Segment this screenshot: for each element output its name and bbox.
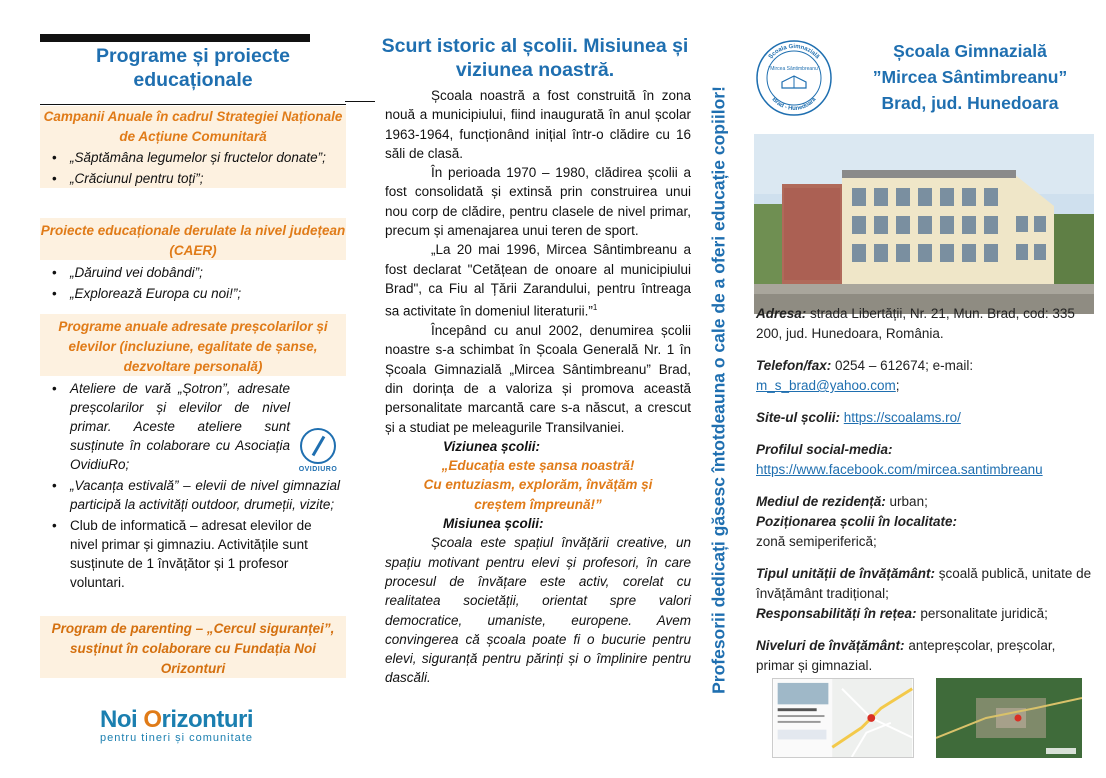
unit-type-label: Tipul unității de învățământ: xyxy=(756,566,936,581)
pencil-icon xyxy=(300,428,336,464)
school-name-line: ”Mircea Sântimbreanu” xyxy=(872,67,1068,87)
list-item: • „Explorează Europa cu noi!”; xyxy=(40,284,346,303)
levels-block xyxy=(756,636,1092,676)
seal-bottom-text: Brad - Hunedoara xyxy=(770,96,818,113)
responsibility-value: personalitate juridică; xyxy=(920,606,1048,621)
unit-type-value: școală publică, unitate de învățământ tradițional; xyxy=(756,566,1092,601)
school-name-line: Școala Gimnazială xyxy=(893,41,1047,61)
contact-block xyxy=(756,356,1092,396)
ovidiuro-logo xyxy=(296,428,340,478)
phone-value: 0254 – 612674; e-mail: xyxy=(835,358,974,373)
school-info-column xyxy=(752,34,1094,778)
quote-text: „La 20 mai 1996, Mircea Sântimbreanu a fost declarat "Cetățean de onoare al municipiului Brad", ca Fiu al Țării Zarandului, pentru întreaga sa activitate în domeniul literaturii.” xyxy=(385,242,691,319)
divider-short xyxy=(345,101,375,102)
environment-block xyxy=(756,492,1092,552)
site-label: Site-ul școlii: xyxy=(756,410,841,425)
position-value: zonă semiperiferică; xyxy=(756,534,877,549)
footnote-mark: 1 xyxy=(592,303,598,313)
social-block xyxy=(756,440,1092,480)
community-list xyxy=(40,148,346,188)
logo-o: O xyxy=(143,706,162,733)
history-paragraph: Începând cu anul 2002, denumirea școlii noastre s-a schimbat în Școala Generală Nr. 1 în Școala Gimnazială „Mircea Sântimbreanu” Brad, din dorința de a valoriza și promova această personalitate marcantă care s-a născut, a crescut și a studiat pe meleagurile Transilvaniei. xyxy=(385,323,691,435)
levels-value: antepreșcolar, preșcolar, primar și gimnazial. xyxy=(756,638,1056,673)
mission-text: Școala este spațiul învățării creative, un spațiu motivant pentru elevi și profesori, în care procesul de învățare este activ, corelat cu realitatea societății, orientat spre valori democratice, umaniste, europene. Avem convingerea că școala poate fi o bucurie pentru elevi, siguranță pentru părinți și o împlinire pentru dascăli. xyxy=(385,535,691,686)
section-heading-annual: Programe anuale adresate preșcolarilor și elevilor (incluziune, egalitate de șanse, dezvoltare personală) xyxy=(58,319,328,374)
school-name xyxy=(846,38,1094,116)
section-heading-parenting: Program de parenting – „Cercul siguranței”, susținut în colaborare cu Fundația Noi Orizonturi xyxy=(51,621,335,676)
ovidiuro-label: OVIDIURO xyxy=(298,466,338,473)
address-value: strada Libertății, Nr. 21, Mun. Brad, cod: 335 200, jud. Hunedoara, România. xyxy=(756,306,1075,341)
programs-column xyxy=(40,34,346,778)
annual-list xyxy=(40,379,340,592)
vision-line: Cu entuziasm, explorăm, învățăm și creștem împreună!” xyxy=(423,477,653,512)
list-item: • „Săptămâna legumelor și fructelor donate”; xyxy=(40,148,346,167)
phone-label: Telefon/fax: xyxy=(756,358,832,373)
list-item: • Club de informatică – adresat elevilor de nivel primar și gimnaziu. Activitățile sunt susținute de 1 învățător și 1 profesor voluntari. xyxy=(40,516,340,592)
list-item: • „Dăruind vei dobândi”; xyxy=(40,263,346,282)
programs-title: Programe și proiecte educaționale xyxy=(96,45,290,91)
history-paragraph: În perioada 1970 – 1980, clădirea școlii a fost consolidată și extinsă prin construirea unui nou corp de clădire, pentru clasele de nivel primar, precum și amenajarea unui teren de sport. xyxy=(385,165,691,239)
social-label: Profilul social-media: xyxy=(756,442,893,457)
logo-word: rizonturi xyxy=(161,706,253,733)
environment-label: Mediul de rezidență: xyxy=(756,494,886,509)
satellite-map-thumbnail[interactable] xyxy=(936,678,1082,758)
history-paragraph xyxy=(385,240,691,321)
list-item: • „Vacanța estivală” – elevii de nivel gimnazial participă la activități outdoor, drumeții, vizite; xyxy=(40,476,340,514)
seal-mid-text: "Mircea Sântimbreanu" xyxy=(768,66,820,72)
responsibility-label: Responsabilități în rețea: xyxy=(756,606,917,621)
position-label: Poziționarea școlii în localitate: xyxy=(756,514,958,529)
history-title: Scurt istoric al școlii. Misiunea și viziunea noastră. xyxy=(381,35,689,81)
logo-tagline: pentru tineri și comunitate xyxy=(100,732,253,744)
street-map-thumbnail[interactable] xyxy=(772,678,914,758)
vision-line: „Educația este șansa noastră! xyxy=(441,458,635,474)
seal-top-text: Școala Gimnazială xyxy=(767,43,821,61)
logo-word: Noi xyxy=(100,706,144,733)
facebook-link[interactable]: https://www.facebook.com/mircea.santimbreanu xyxy=(756,462,1043,477)
vertical-slogan xyxy=(704,40,734,740)
levels-label: Niveluri de învățământ: xyxy=(756,638,905,653)
history-paragraph: Școala noastră a fost construită în zona nouă a municipiului, fiind inaugurată în anul școlar 1963-1964, funcționând inițial într-o clădire cu 16 săli de clasă. xyxy=(385,88,691,161)
school-name-line: Brad, jud. Hunedoara xyxy=(881,93,1059,113)
address-label: Adresa: xyxy=(756,306,807,321)
school-building-photo xyxy=(754,134,1094,314)
top-black-bar xyxy=(40,34,310,42)
school-seal-icon xyxy=(754,38,834,118)
section-heading-community: Campanii Anuale în cadrul Strategiei Naționale de Acțiune Comunitară xyxy=(43,109,343,144)
email-link[interactable]: m_s_brad@yahoo.com xyxy=(756,378,896,393)
section-heading-county: Proiecte educaționale derulate la nivel județean (CAER) xyxy=(40,223,346,258)
vision-heading: Viziunea școlii: xyxy=(443,438,541,454)
noi-orizonturi-logo xyxy=(100,706,300,744)
history-column xyxy=(375,34,695,778)
environment-value: urban; xyxy=(889,494,928,509)
list-item: • „Crăciunul pentru toți”; xyxy=(40,169,346,188)
site-link[interactable]: https://scoalams.ro/ xyxy=(843,410,961,425)
list-item: • Ateliere de vară „Șotron”, adresate preșcolarilor și elevilor de nivel primar. Aceste ateliere sunt susținute în colaborare cu Asociația OvidiuRo; xyxy=(40,379,340,474)
mission-heading: Misiunea școlii: xyxy=(443,516,544,532)
site-block xyxy=(756,408,1092,428)
divider xyxy=(40,104,346,105)
address-block xyxy=(756,304,1092,344)
slogan-text: Profesorii dedicați găsesc întotdeauna o cale de a oferi educație copiilor! xyxy=(708,86,729,694)
county-list xyxy=(40,263,346,303)
punctuation: ; xyxy=(895,378,900,393)
unit-type-block xyxy=(756,564,1092,624)
